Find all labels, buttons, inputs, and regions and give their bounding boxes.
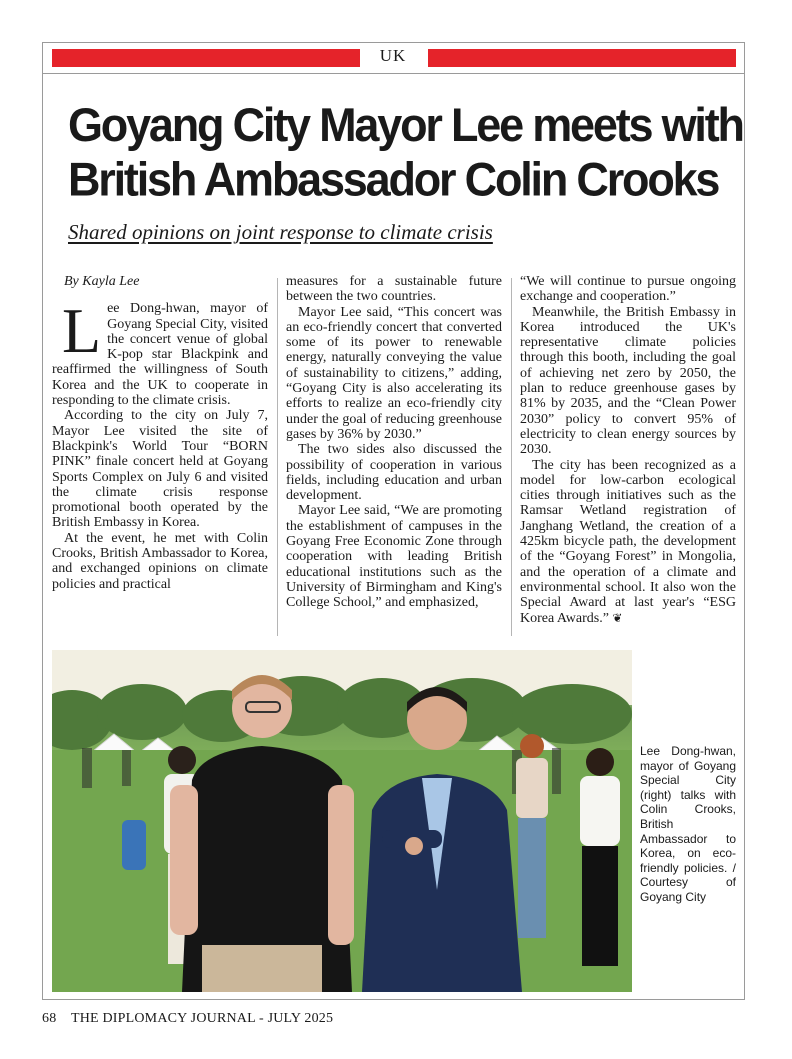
section-label: UK <box>379 46 407 65</box>
paragraph: At the event, he met with Colin Crooks, British Ambassador to Korea, and exchanged opinions on climate policies and practical <box>52 530 268 592</box>
photo-illustration <box>52 650 632 992</box>
article-photo <box>52 650 632 992</box>
header-rule <box>43 73 744 74</box>
paragraph: Mayor Lee said, “This concert was an eco-friendly concert that converted some of its power to renewable energy, naturally conveying the value of sustainability to citizens,” adding, “Goyang City is also accelerating its efforts to realize an eco-friendly city under the goal of reducing greenhouse gases by 36% by 2030.” <box>286 304 502 442</box>
paragraph-text: ee Dong-hwan, mayor of Goyang Special City, visited the concert venue of global K-pop star Blackpink and reaffirmed the willingness of South Korea and the UK to cooperate in responding to the climate crisis. <box>52 301 268 409</box>
article-subtitle: Shared opinions on joint response to climate crisis <box>68 220 493 244</box>
paragraph: The two sides also discussed the possibility of cooperation in various fields, including education and urban development. <box>286 442 502 504</box>
article-column-1 <box>52 274 268 592</box>
paragraph-text: The city has been recognized as a model for low-carbon ecological cities through initiatives such as the Ramsar Wetland registration of Janghang Wetland, the creation of a 425km bicycle path, the development of the “Goyang Forest” in Mongolia, and the operation of a climate and environmental school. It also won the Special Award at last year's “ESG Korea Awards.” <box>520 457 736 626</box>
byline: By Kayla Lee <box>64 274 140 289</box>
article-column-2 <box>286 274 502 611</box>
section-bar-left <box>52 49 360 67</box>
article-column-3 <box>520 274 736 626</box>
paragraph: measures for a sustainable future between the two countries. <box>286 274 502 305</box>
paragraph: Mayor Lee said, “We are promoting the establishment of campuses in the Goyang Free Economic Zone through cooperation with leading British educational institutions such as the University of Birmingham and King's College School,” and emphasized, <box>286 503 502 611</box>
paragraph: Meanwhile, the British Embassy in Korea introduced the UK's representative climate policies through this booth, including the goal of achieving net zero by 2050, the plan to reduce greenhouse gases by 81% by 2035, and the “Clean Power 2030” policy to convert 95% of electricity to clean energy sources by 2030. <box>520 304 736 458</box>
paragraph <box>520 458 736 626</box>
paragraph <box>52 295 268 409</box>
footer-text: 68 THE DIPLOMACY JOURNAL - JULY 2025 <box>42 1011 334 1026</box>
end-mark-icon: ❦ <box>612 610 623 625</box>
column-divider <box>511 278 512 636</box>
drop-cap: L <box>62 295 102 367</box>
paragraph: According to the city on July 7, Mayor Lee visited the site of Blackpink's World Tour “BORN PINK” finale concert held at Goyang Sports Complex on July 6 and visited the climate crisis response promotional booth operated by the British Embassy in Korea. <box>52 408 268 531</box>
photo-caption: Lee Dong-hwan, mayor of Goyang Special City (right) talks with Colin Crooks, British Ambassador to Korea, on eco-friendly policies. / Courtesy of Goyang City <box>640 744 736 904</box>
paragraph: “We will continue to pursue ongoing exchange and cooperation.” <box>520 274 736 305</box>
article-title: Goyang City Mayor Lee meets with British Ambassador Colin Crooks <box>68 98 743 207</box>
column-divider <box>277 278 278 636</box>
page-footer <box>42 1011 333 1027</box>
section-bar-right <box>428 49 736 67</box>
